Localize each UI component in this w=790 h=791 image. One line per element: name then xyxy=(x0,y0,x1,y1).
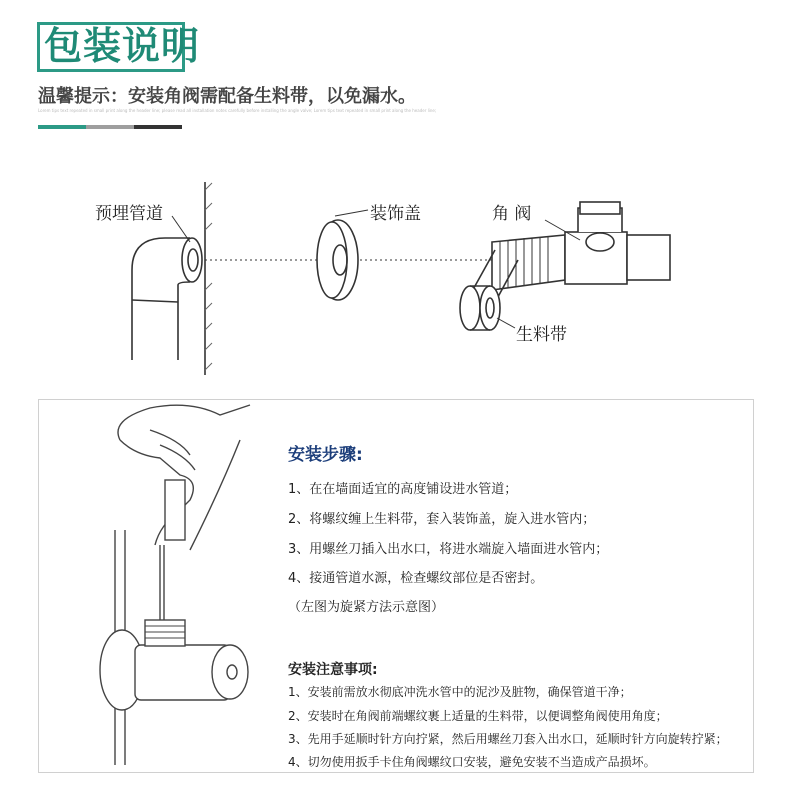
label-pipe: 预埋管道 xyxy=(95,204,163,224)
figure-caption: （左图为旋紧方法示意图） xyxy=(288,600,445,615)
step-3: 3、用螺丝刀插入出水口，将进水端旋入墙面进水管内； xyxy=(288,542,609,557)
note-3: 3、先用手延顺时针方向拧紧，然后用螺丝刀套入出水口，延顺时针方向旋转拧紧； xyxy=(288,732,728,746)
label-cover: 装饰盖 xyxy=(370,204,421,224)
step-2: 2、将螺纹缠上生料带，套入装饰盖，旋入进水管内； xyxy=(288,512,596,527)
page-title: 包装说明 xyxy=(44,24,201,68)
accent-bar-dark xyxy=(134,125,182,129)
accent-bar-gray xyxy=(86,125,134,129)
notes-title: 安装注意事项: xyxy=(288,662,378,678)
label-valve: 角 阀 xyxy=(492,204,532,224)
installation-illustration xyxy=(40,400,270,770)
step-4: 4、接通管道水源，检查螺纹部位是否密封。 xyxy=(288,571,544,586)
steps-title: 安装步骤: xyxy=(288,445,363,465)
note-1: 1、安装前需放水彻底冲洗水管中的泥沙及脏物，确保管道干净； xyxy=(288,685,632,699)
note-4: 4、切勿使用扳手卡住角阀螺纹口安装，避免安装不当造成产品损坏。 xyxy=(288,755,656,769)
note-2: 2、安装时在角阀前端螺纹裹上适量的生料带，以便调整角阀使用角度； xyxy=(288,709,668,723)
component-illustration xyxy=(0,150,790,380)
tip-text: 温馨提示：安装角阀需配备生料带，以免漏水。 xyxy=(38,86,416,107)
fine-print: Lorem tips text repeated in small print along the header line; please read all installation notes carefully before installing the angle valve; Lorem tips text repeated in small print along the header line; xyxy=(38,108,437,113)
component-diagram xyxy=(0,150,790,380)
step-1: 1、在在墙面适宜的高度铺设进水管道； xyxy=(288,482,518,497)
label-tape: 生料带 xyxy=(516,325,567,345)
accent-bar-green xyxy=(38,125,86,129)
